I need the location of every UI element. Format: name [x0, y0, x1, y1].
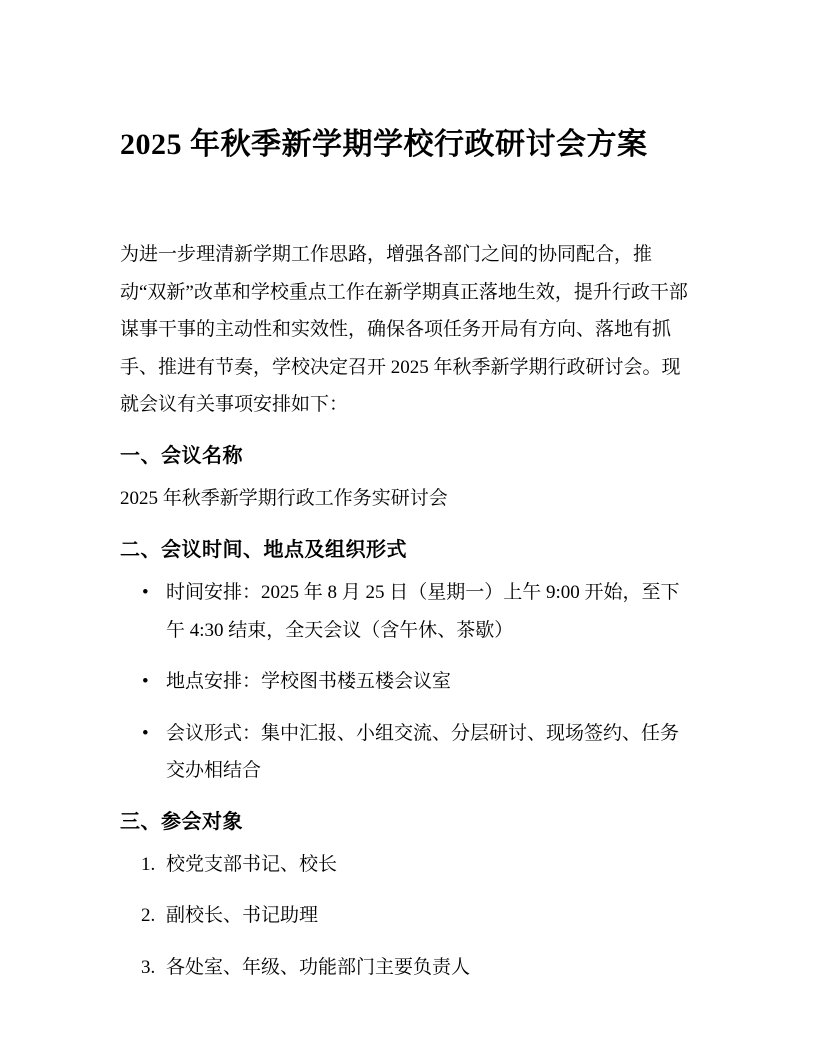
list-item-attendee-2: 副校长、书记助理 [166, 905, 319, 926]
bullet-list [120, 574, 695, 790]
section-heading-time-place-format: 二、会议时间、地点及组织形式 [120, 539, 407, 561]
section-heading-attendees: 三、参会对象 [120, 810, 243, 833]
list-item-attendee-3: 各处室、年级、功能部门主要负责人 [166, 956, 471, 978]
list-item-time: • 时间安排：2025 年 8 月 25 日（星期一）上午 9:00 开始，至下午 4:30 结束，全天会议（含午休、茶歇） [166, 574, 695, 649]
list-item-format: • 会议形式：集中汇报、小组交流、分层研讨、现场签约、任务交办相结合 [166, 715, 695, 790]
document-title: 2025 年秋季新学期学校行政研讨会方案 [120, 128, 648, 161]
numbered-list [120, 846, 695, 987]
meeting-name-paragraph: 2025 年秋季新学期行政工作务实研讨会 [120, 487, 448, 509]
intro-paragraph: 为进一步理清新学期工作思路，增强各部门之间的协同配合，推动“双新”改革和学校重点工作在新学期真正落地生效，提升行政干部谋事干事的主动性和实效性，确保各项任务开局有方向、落地有抓手、推进有节奏，学校决定召开 2025 年秋季新学期行政研讨会。现就会议有关事项安排如下： [120, 244, 688, 415]
section-heading-meeting-name: 一、会议名称 [120, 444, 243, 467]
list-item-place: • 地点安排：学校图书楼五楼会议室 [166, 663, 695, 701]
list-item-attendee-1: 校党支部书记、校长 [166, 853, 338, 875]
